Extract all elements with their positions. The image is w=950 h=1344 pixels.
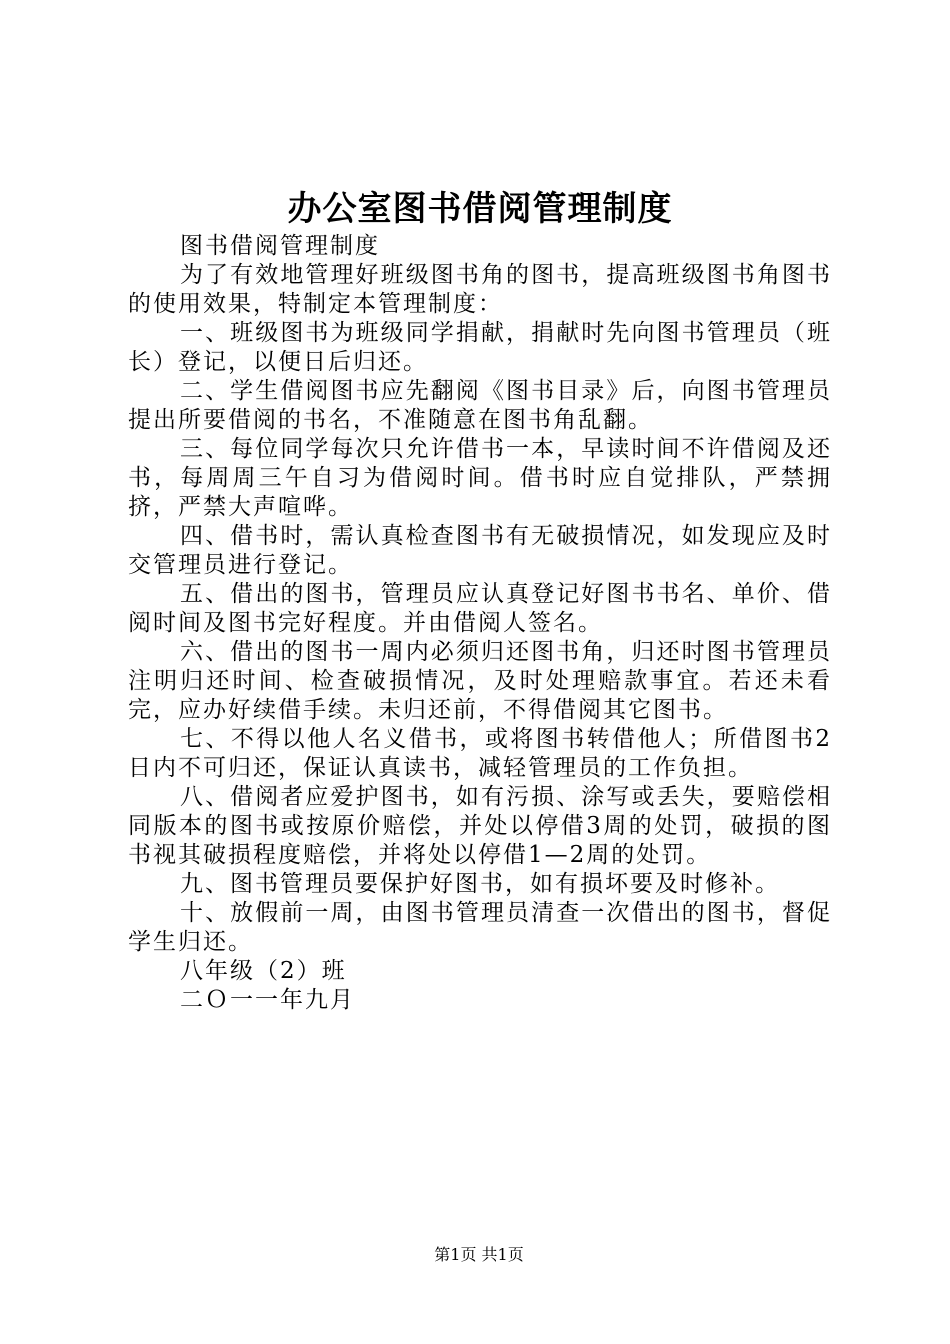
intro-paragraph: 为了有效地管理好班级图书角的图书，提高班级图书角图书的使用效果，特制定本管理制度： xyxy=(128,262,832,317)
rule-7-paragraph: 七、不得以他人名义借书，或将图书转借他人；所借图书2日内不可归还，保证认真读书，减轻管理员的工作负担。 xyxy=(128,726,832,781)
rule-6-paragraph: 六、借出的图书一周内必须归还图书角，归还时图书管理员注明归还时间、检查破损情况，及时处理赔款事宜。若还未看完，应办好续借手续。未归还前，不得借阅其它图书。 xyxy=(128,639,832,723)
document-body xyxy=(128,232,832,1015)
subtitle-paragraph: 图书借阅管理制度 xyxy=(180,233,380,259)
page-number-footer: 第1页 共1页 xyxy=(434,1245,524,1264)
rule-2-paragraph: 二、学生借阅图书应先翻阅《图书目录》后，向图书管理员提出所要借阅的书名，不准随意在图书角乱翻。 xyxy=(128,378,832,433)
rule-9-paragraph: 九、图书管理员要保护好图书，如有损坏要及时修补。 xyxy=(180,871,780,897)
rule-10-paragraph: 十、放假前一周，由图书管理员清查一次借出的图书，督促学生归还。 xyxy=(128,900,832,955)
rule-4-paragraph: 四、借书时，需认真检查图书有无破损情况，如发现应及时交管理员进行登记。 xyxy=(128,523,832,578)
rule-5-paragraph: 五、借出的图书，管理员应认真登记好图书书名、单价、借阅时间及图书完好程度。并由借阅人签名。 xyxy=(128,581,832,636)
rule-8-paragraph: 八、借阅者应爱护图书，如有污损、涂写或丢失，要赔偿相同版本的图书或按原价赔偿，并处以停借3周的处罚，破损的图书视其破损程度赔偿，并将处以停借1—2周的处罚。 xyxy=(128,784,832,868)
document-title: 办公室图书借阅管理制度 xyxy=(287,189,673,229)
signature-date: 二Ｏ一一年九月 xyxy=(180,987,355,1013)
rule-1-paragraph: 一、班级图书为班级同学捐献，捐献时先向图书管理员（班长）登记，以便日后归还。 xyxy=(128,320,832,375)
signature-class: 八年级（2）班 xyxy=(180,958,347,984)
rule-3-paragraph: 三、每位同学每次只允许借书一本，早读时间不许借阅及还书，每周周三午自习为借阅时间。借书时应自觉排队，严禁拥挤，严禁大声喧哗。 xyxy=(128,436,832,520)
